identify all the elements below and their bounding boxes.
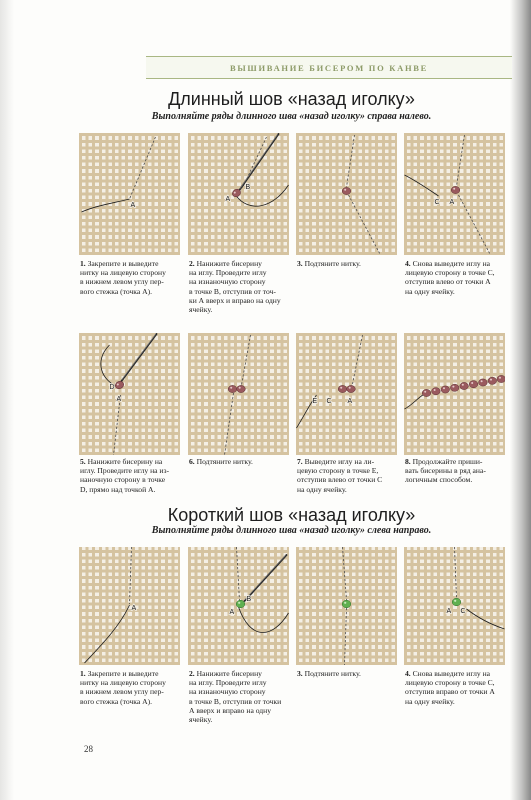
step-illustration-long-6 bbox=[188, 333, 289, 455]
bead bbox=[452, 598, 461, 606]
needle bbox=[245, 555, 287, 601]
back-thread-line bbox=[345, 608, 347, 665]
point-label: A bbox=[130, 202, 136, 209]
step-caption bbox=[405, 259, 495, 296]
step-diagram bbox=[79, 333, 180, 455]
step-number: 4. bbox=[405, 669, 411, 678]
step-diagram bbox=[404, 133, 505, 255]
step-caption bbox=[297, 457, 382, 494]
step-caption bbox=[80, 259, 166, 296]
point-label: C bbox=[326, 398, 332, 405]
step-caption bbox=[405, 669, 495, 706]
point-label: A bbox=[347, 398, 353, 405]
point-label: D bbox=[109, 384, 115, 391]
step-diagram bbox=[79, 133, 180, 255]
step-number: 7. bbox=[297, 457, 303, 466]
step-illustration-short-4 bbox=[404, 547, 505, 665]
back-thread-line bbox=[130, 137, 156, 199]
bead bbox=[488, 377, 497, 384]
section-title-short-stitch: Короткий шов «назад иголку» bbox=[167, 505, 416, 525]
point-label: A bbox=[229, 609, 235, 616]
back-thread-line bbox=[225, 393, 234, 455]
step-diagram bbox=[296, 333, 397, 455]
step-caption bbox=[80, 669, 166, 706]
bead bbox=[497, 375, 505, 382]
bead bbox=[228, 385, 237, 392]
bead bbox=[469, 381, 478, 388]
front-thread-line bbox=[85, 605, 130, 663]
step-number: 4. bbox=[405, 259, 411, 268]
front-thread-line bbox=[467, 609, 505, 629]
back-thread-line bbox=[114, 395, 121, 455]
step-diagram bbox=[404, 547, 505, 665]
bead bbox=[347, 385, 356, 392]
back-thread-line bbox=[130, 547, 132, 604]
step-number: 1. bbox=[80, 259, 86, 268]
needle-highlight bbox=[122, 335, 156, 380]
step-number: 8. bbox=[405, 457, 411, 466]
step-caption bbox=[189, 457, 253, 466]
section-title-long-stitch: Длинный шов «назад иголку» bbox=[168, 89, 415, 109]
front-thread-line bbox=[101, 345, 119, 387]
running-header bbox=[146, 56, 512, 79]
step-number: 3. bbox=[297, 259, 303, 268]
bead bbox=[441, 386, 450, 393]
step-illustration-short-1 bbox=[79, 547, 180, 665]
step-illustration-short-3 bbox=[296, 547, 397, 665]
step-diagram bbox=[188, 333, 289, 455]
bead bbox=[450, 384, 459, 391]
step-number: 6. bbox=[189, 457, 195, 466]
running-title: ВЫШИВАНИЕ БИСЕРОМ ПО КАНВЕ bbox=[230, 62, 428, 73]
step-illustration-long-5 bbox=[79, 333, 180, 455]
bead bbox=[422, 389, 431, 396]
step-number: 2. bbox=[189, 669, 195, 678]
point-label: A bbox=[446, 608, 452, 615]
step-text: Закрепите и выведите нитку на лицевую сторону в нижнем левом углу пер- вого стежка (точка А). bbox=[80, 259, 166, 296]
step-illustration-short-2 bbox=[188, 547, 289, 665]
front-thread-line bbox=[239, 607, 289, 633]
bead bbox=[114, 380, 125, 390]
back-thread-line bbox=[349, 195, 381, 255]
bead bbox=[237, 385, 246, 392]
front-thread-line bbox=[405, 175, 439, 196]
step-text: Нанижите бисерину на иглу. Проведите иглу на изнаночную сторону в точке В, отступив от точки А вверх и вправо на одну ячейку. bbox=[189, 669, 282, 725]
section-subtitle-short-stitch: Выполняйте ряды длинного шва «назад иголку» слева направо. bbox=[151, 525, 432, 536]
step-caption bbox=[297, 259, 361, 268]
step-text: Нанижите бисерину на иглу. Проведите иглу на из- наночную сторону в точке D, прямо над точкой А. bbox=[80, 457, 170, 494]
point-label: E bbox=[312, 398, 318, 405]
bead bbox=[460, 382, 469, 389]
back-thread-line bbox=[455, 547, 457, 598]
step-caption bbox=[80, 457, 169, 494]
back-thread-line bbox=[457, 135, 465, 186]
step-illustration-long-4 bbox=[404, 133, 505, 255]
bead bbox=[342, 600, 351, 608]
point-label: A bbox=[449, 199, 455, 206]
step-number: 5. bbox=[80, 457, 86, 466]
page-number: 28 bbox=[84, 744, 93, 754]
step-text: Нанижите бисерину на иглу. Проведите иглу на изнаночную сторону в точке В, отступив от точ- ки А вверх и вправо на одну ячейку. bbox=[189, 259, 281, 315]
step-number: 3. bbox=[297, 669, 303, 678]
front-thread-line bbox=[236, 185, 289, 206]
bead bbox=[236, 600, 245, 608]
step-text: Подтяните нитку. bbox=[304, 259, 361, 268]
step-caption bbox=[297, 669, 361, 678]
bead bbox=[479, 379, 488, 386]
back-thread-line bbox=[242, 335, 251, 385]
step-caption bbox=[189, 669, 281, 724]
scan-left-shadow bbox=[0, 0, 14, 800]
point-label: A bbox=[116, 396, 122, 403]
step-illustration-long-8 bbox=[404, 333, 505, 455]
needle-highlight bbox=[245, 556, 286, 600]
front-thread-line bbox=[405, 394, 425, 409]
step-text: Закрепите и выведите нитку на лицевую сторону в нижнем левом углу пер- вого стежка (точка А). bbox=[80, 669, 166, 706]
point-label: C bbox=[460, 608, 466, 615]
point-label: A bbox=[131, 605, 137, 612]
back-thread-line bbox=[343, 547, 347, 600]
step-illustration-long-3 bbox=[296, 133, 397, 255]
back-thread-line bbox=[353, 335, 363, 384]
section-subtitle-long-stitch: Выполняйте ряды длинного шва «назад иголку» справа налево. bbox=[151, 111, 432, 122]
point-label: B bbox=[245, 184, 251, 191]
step-text: Снова выведите иглу на лицевую сторону в точке С, отступив влево от точки А на одну ячейку. bbox=[405, 259, 495, 296]
step-diagram bbox=[188, 547, 289, 665]
step-text: Подтяните нитку. bbox=[304, 669, 361, 678]
step-caption bbox=[189, 259, 281, 314]
back-thread-line bbox=[237, 547, 240, 601]
needle bbox=[240, 134, 279, 190]
bead bbox=[338, 385, 347, 392]
bead bbox=[451, 186, 460, 193]
book-spine-shadow bbox=[510, 0, 531, 800]
step-text: Снова выведите иглу на лицевую сторону в точке С, отступив вправо от точки А на одну ячейку. bbox=[405, 669, 495, 706]
point-label: C bbox=[434, 199, 440, 206]
needle bbox=[122, 334, 157, 381]
bead bbox=[342, 187, 351, 194]
step-illustration-long-1 bbox=[79, 133, 180, 255]
front-thread-line bbox=[82, 199, 130, 212]
step-caption bbox=[405, 457, 486, 485]
step-diagram bbox=[296, 547, 397, 665]
step-number: 1. bbox=[80, 669, 86, 678]
point-label: A bbox=[225, 196, 231, 203]
needle-highlight bbox=[240, 135, 278, 189]
back-thread-line bbox=[459, 195, 491, 255]
point-label: B bbox=[246, 596, 252, 603]
step-diagram bbox=[79, 547, 180, 665]
step-illustration-long-2 bbox=[188, 133, 289, 255]
back-thread-line bbox=[347, 135, 355, 187]
step-diagram bbox=[188, 133, 289, 255]
step-illustration-long-7 bbox=[296, 333, 397, 455]
step-diagram bbox=[296, 133, 397, 255]
step-text: Выведите иглу на ли- цевую сторону в точке Е, отступив влево от точки С на одну ячейку. bbox=[297, 457, 383, 494]
step-text: Продолжайте приши- вать бисерины в ряд ана- логичным способом. bbox=[405, 457, 486, 485]
step-text: Подтяните нитку. bbox=[196, 457, 253, 466]
bead bbox=[432, 388, 441, 395]
step-diagram bbox=[404, 333, 505, 455]
step-number: 2. bbox=[189, 259, 195, 268]
